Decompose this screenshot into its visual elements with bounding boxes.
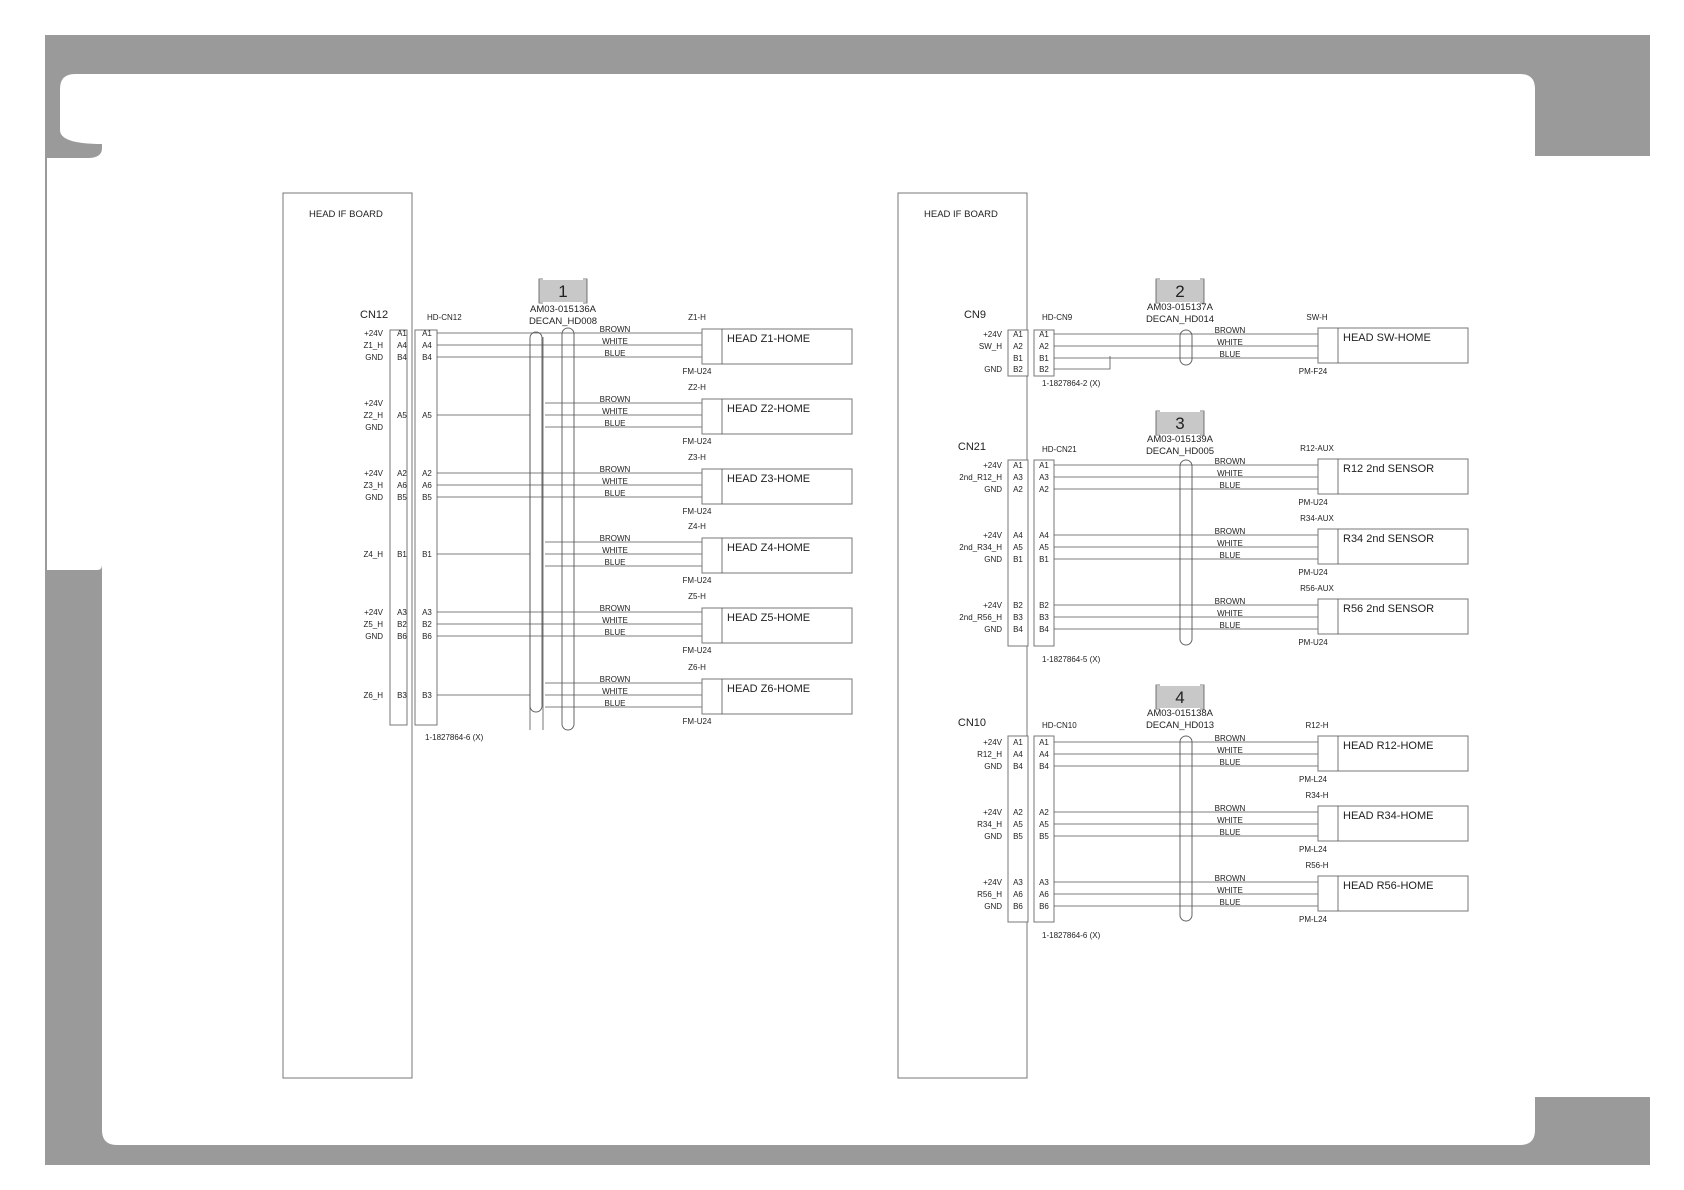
pin-name: +24V: [983, 461, 1002, 470]
pin-name: GND: [365, 423, 383, 432]
device-label: HEAD Z5-HOME: [727, 612, 811, 624]
device-label: R34 2nd SENSOR: [1343, 533, 1435, 545]
pin-hd: B5: [1039, 832, 1049, 841]
wire-color: BLUE: [604, 349, 626, 358]
pin-hd: A1: [1039, 738, 1049, 747]
badge-number: 1: [558, 282, 568, 301]
board-title: HEAD IF BOARD: [924, 209, 998, 220]
pin-name: 2nd_R34_H: [959, 543, 1002, 552]
wire-color: BROWN: [599, 675, 631, 684]
device-label: HEAD SW-HOME: [1343, 332, 1431, 344]
pin-hd: A3: [1039, 473, 1049, 482]
pin-name: GND: [365, 632, 383, 641]
signal-label-top: R34-H: [1305, 791, 1329, 800]
pin-hd: B5: [422, 493, 432, 502]
signal-label-bottom: PM-U24: [1298, 568, 1328, 577]
pin-board: B1: [1013, 354, 1023, 363]
pin-name: +24V: [983, 808, 1002, 817]
signal-label-top: R12-H: [1305, 721, 1329, 730]
wire-color: WHITE: [602, 337, 628, 346]
pin-hd: A3: [422, 608, 432, 617]
pin-board: B6: [397, 632, 407, 641]
pin-board: B4: [397, 353, 407, 362]
wire-color: BLUE: [1219, 621, 1241, 630]
pin-name: R56_H: [977, 890, 1002, 899]
pin-name: Z2_H: [363, 411, 383, 420]
pin-hd: B1: [422, 550, 432, 559]
wire-color: BROWN: [1214, 804, 1246, 813]
wire-color: WHITE: [1217, 338, 1243, 347]
wire-color: WHITE: [602, 616, 628, 625]
signal-label-top: Z2-H: [688, 383, 706, 392]
pin-board: B3: [1013, 613, 1023, 622]
wire-color: BLUE: [1219, 898, 1241, 907]
pin-name: GND: [984, 485, 1002, 494]
pin-board: B5: [397, 493, 407, 502]
signal-label-bottom: PM-L24: [1298, 775, 1328, 784]
signal-label-top: Z5-H: [688, 592, 706, 601]
signal-label-top: Z1-H: [688, 313, 706, 322]
device-label: HEAD R34-HOME: [1343, 810, 1434, 822]
wire-color: BLUE: [1219, 828, 1241, 837]
pin-board: A1: [1013, 461, 1023, 470]
pin-hd: A5: [422, 411, 432, 420]
pin-board: B6: [1013, 902, 1023, 911]
wire-color: BLUE: [1219, 481, 1241, 490]
pin-board: A3: [397, 608, 407, 617]
pin-hd: B3: [1039, 613, 1049, 622]
pin-board: A5: [1013, 820, 1023, 829]
pin-hd: A5: [1039, 543, 1049, 552]
wire-color: WHITE: [602, 407, 628, 416]
pin-name: +24V: [364, 399, 383, 408]
wire-color: BROWN: [599, 534, 631, 543]
pin-board: A5: [397, 411, 407, 420]
pin-board: A2: [397, 469, 407, 478]
signal-label-top: R56-H: [1305, 861, 1329, 870]
part-number: 1-1827864-6 (X): [1042, 931, 1101, 940]
pin-board: A2: [1013, 808, 1023, 817]
pin-name: GND: [365, 353, 383, 362]
pin-name: R34_H: [977, 820, 1002, 829]
cable-name: DECAN_HD005: [1145, 446, 1215, 457]
wire-color: BROWN: [1214, 874, 1246, 883]
hd-cn-label: HD-CN10: [1042, 721, 1077, 730]
pin-name: GND: [984, 902, 1002, 911]
pin-board: B4: [1013, 762, 1023, 771]
pin-name: +24V: [983, 330, 1002, 339]
badge-number: 4: [1175, 688, 1185, 707]
cable-name: DECAN_HD014: [1145, 314, 1215, 325]
pin-name: Z5_H: [363, 620, 383, 629]
wire-color: BLUE: [1219, 350, 1241, 359]
pin-name: Z3_H: [363, 481, 383, 490]
hd-cn-label: HD-CN12: [427, 313, 462, 322]
signal-label-bottom: FM-U24: [682, 717, 712, 726]
signal-label-top: Z6-H: [688, 663, 706, 672]
wire-color: BLUE: [604, 419, 626, 428]
pin-name: GND: [984, 762, 1002, 771]
signal-label-top: Z3-H: [688, 453, 706, 462]
pin-hd: A4: [1039, 750, 1049, 759]
cable-code: AM03-015138A: [1146, 708, 1214, 719]
pin-name: +24V: [983, 738, 1002, 747]
cn-label: CN21: [957, 441, 986, 453]
pin-board: A4: [1013, 750, 1023, 759]
signal-label-bottom: FM-U24: [682, 437, 712, 446]
device-label: R12 2nd SENSOR: [1343, 463, 1435, 475]
pin-hd: A2: [1039, 485, 1049, 494]
cable-name: DECAN_HD013: [1145, 720, 1215, 731]
device-label: HEAD Z1-HOME: [727, 333, 811, 345]
pin-name: +24V: [364, 329, 383, 338]
pin-hd: A2: [1039, 342, 1049, 351]
device-label: HEAD R56-HOME: [1343, 880, 1434, 892]
device-label: HEAD R12-HOME: [1343, 740, 1434, 752]
wire-color: BROWN: [599, 395, 631, 404]
pin-board: B3: [397, 691, 407, 700]
cable-badge: [539, 279, 587, 303]
pin-hd: B3: [422, 691, 432, 700]
pin-hd: B2: [422, 620, 432, 629]
pin-hd: A6: [1039, 890, 1049, 899]
wire-color: BLUE: [604, 558, 626, 567]
wire-color: WHITE: [1217, 816, 1243, 825]
pin-board: A2: [1013, 342, 1023, 351]
pin-hd: B2: [1039, 365, 1049, 374]
wire-color: BLUE: [604, 489, 626, 498]
pin-name: GND: [365, 493, 383, 502]
pin-name: GND: [984, 555, 1002, 564]
pin-board: A2: [1013, 485, 1023, 494]
pin-hd: A3: [1039, 878, 1049, 887]
connector-hd: [415, 330, 437, 725]
wire-color: BROWN: [1214, 597, 1246, 606]
pin-board: A1: [1013, 330, 1023, 339]
pin-name: +24V: [364, 469, 383, 478]
pin-hd: B2: [1039, 601, 1049, 610]
cn-label: CN12: [360, 309, 389, 321]
part-number: 1-1827864-6 (X): [425, 733, 484, 742]
pin-hd: A1: [1039, 461, 1049, 470]
pin-hd: B1: [1039, 555, 1049, 564]
wire-color: WHITE: [1217, 609, 1243, 618]
device-0-1: [1318, 328, 1468, 363]
pin-hd: B4: [1039, 762, 1049, 771]
device-label: HEAD Z4-HOME: [727, 542, 811, 554]
pin-name: GND: [984, 832, 1002, 841]
pin-board: B5: [1013, 832, 1023, 841]
signal-label-top: R34-AUX: [1300, 514, 1334, 523]
wire-color: BLUE: [1219, 551, 1241, 560]
pin-board: B1: [397, 550, 407, 559]
device-2-1: [1318, 736, 1468, 771]
badge-number: 2: [1175, 282, 1185, 301]
wire-color: BROWN: [599, 325, 631, 334]
wire-color: BROWN: [1214, 734, 1246, 743]
signal-label-bottom: PM-L24: [1298, 915, 1328, 924]
signal-label-bottom: FM-U24: [682, 576, 712, 585]
wire-color: WHITE: [602, 477, 628, 486]
part-number: 1-1827864-5 (X): [1042, 655, 1101, 664]
wire-color: BROWN: [599, 604, 631, 613]
signal-label-top: R56-AUX: [1300, 584, 1334, 593]
pin-name: +24V: [983, 878, 1002, 887]
pin-hd: A2: [1039, 808, 1049, 817]
signal-label-bottom: PM-U24: [1298, 498, 1328, 507]
device-5: [702, 608, 852, 643]
wire-color: WHITE: [1217, 746, 1243, 755]
wire-color: BLUE: [604, 699, 626, 708]
cable-code: AM03-015137A: [1146, 302, 1214, 313]
pin-name: +24V: [364, 608, 383, 617]
pin-board: B1: [1013, 555, 1023, 564]
pin-name: R12_H: [977, 750, 1002, 759]
device-1-2: [1318, 529, 1468, 564]
pin-board: A3: [1013, 878, 1023, 887]
connector-board: [390, 330, 407, 725]
device-1-3: [1318, 599, 1468, 634]
pin-hd: B6: [1039, 902, 1049, 911]
wire-color: BROWN: [1214, 326, 1246, 335]
pin-board: A4: [397, 341, 407, 350]
pin-board: B4: [1013, 625, 1023, 634]
device-1-1: [1318, 459, 1468, 494]
signal-label-bottom: PM-F24: [1298, 367, 1328, 376]
device-label: HEAD Z2-HOME: [727, 403, 811, 415]
pin-name: 2nd_R56_H: [959, 613, 1002, 622]
pin-board: A6: [397, 481, 407, 490]
pin-board: A1: [1013, 738, 1023, 747]
cable-name: DECAN_HD008: [528, 316, 598, 327]
pin-hd: B4: [1039, 625, 1049, 634]
pin-hd: A4: [1039, 531, 1049, 540]
signal-label-bottom: FM-U24: [682, 646, 712, 655]
hd-cn-label: HD-CN9: [1042, 313, 1073, 322]
pin-name: Z6_H: [363, 691, 383, 700]
pin-hd: A5: [1039, 820, 1049, 829]
pin-board: A1: [397, 329, 407, 338]
wire-color: BLUE: [1219, 758, 1241, 767]
pin-board: A4: [1013, 531, 1023, 540]
pin-name: 2nd_R12_H: [959, 473, 1002, 482]
pin-name: Z1_H: [363, 341, 383, 350]
pin-board: A6: [1013, 890, 1023, 899]
board-title: HEAD IF BOARD: [309, 209, 383, 220]
device-2-3: [1318, 876, 1468, 911]
pin-name: +24V: [983, 531, 1002, 540]
signal-label-top: R12-AUX: [1300, 444, 1334, 453]
pin-board: B2: [1013, 365, 1023, 374]
wire-color: BLUE: [604, 628, 626, 637]
wire-color: WHITE: [1217, 886, 1243, 895]
device-2-2: [1318, 806, 1468, 841]
device-3: [702, 469, 852, 504]
hd-cn-label: HD-CN21: [1042, 445, 1077, 454]
wire-color: BROWN: [1214, 527, 1246, 536]
device-label: R56 2nd SENSOR: [1343, 603, 1435, 615]
pin-hd: A1: [1039, 330, 1049, 339]
wire-color: WHITE: [1217, 469, 1243, 478]
badge-number: 3: [1175, 414, 1185, 433]
pin-board: B2: [397, 620, 407, 629]
signal-label-bottom: FM-U24: [682, 507, 712, 516]
wire-color: WHITE: [1217, 539, 1243, 548]
device-4: [702, 538, 852, 573]
pin-hd: A4: [422, 341, 432, 350]
signal-label-bottom: FM-U24: [682, 367, 712, 376]
cable-code: AM03-015139A: [1146, 434, 1214, 445]
wire-color: BROWN: [1214, 457, 1246, 466]
pin-name: SW_H: [978, 342, 1002, 351]
pin-name: Z4_H: [363, 550, 383, 559]
signal-label-top: SW-H: [1306, 313, 1328, 322]
signal-label-top: Z4-H: [688, 522, 706, 531]
pin-hd: A6: [422, 481, 432, 490]
pin-hd: B4: [422, 353, 432, 362]
pin-name: GND: [984, 365, 1002, 374]
pin-hd: A1: [422, 329, 432, 338]
cn-label: CN10: [957, 717, 986, 729]
cn-label: CN9: [963, 309, 986, 321]
pin-name: GND: [984, 625, 1002, 634]
pin-board: B2: [1013, 601, 1023, 610]
pin-name: +24V: [983, 601, 1002, 610]
cable-code: AM03-015136A: [529, 304, 597, 315]
pin-hd: B1: [1039, 354, 1049, 363]
device-2: [702, 399, 852, 434]
signal-label-bottom: PM-U24: [1298, 638, 1328, 647]
wire-color: WHITE: [602, 687, 628, 696]
pin-board: A3: [1013, 473, 1023, 482]
device-1: [702, 329, 852, 364]
wire-color: WHITE: [602, 546, 628, 555]
wire-color: BROWN: [599, 465, 631, 474]
signal-label-bottom: PM-L24: [1298, 845, 1328, 854]
pin-board: A5: [1013, 543, 1023, 552]
pin-hd: B6: [422, 632, 432, 641]
device-label: HEAD Z6-HOME: [727, 683, 811, 695]
pin-hd: A2: [422, 469, 432, 478]
device-6: [702, 679, 852, 714]
part-number: 1-1827864-2 (X): [1042, 379, 1101, 388]
device-label: HEAD Z3-HOME: [727, 473, 811, 485]
